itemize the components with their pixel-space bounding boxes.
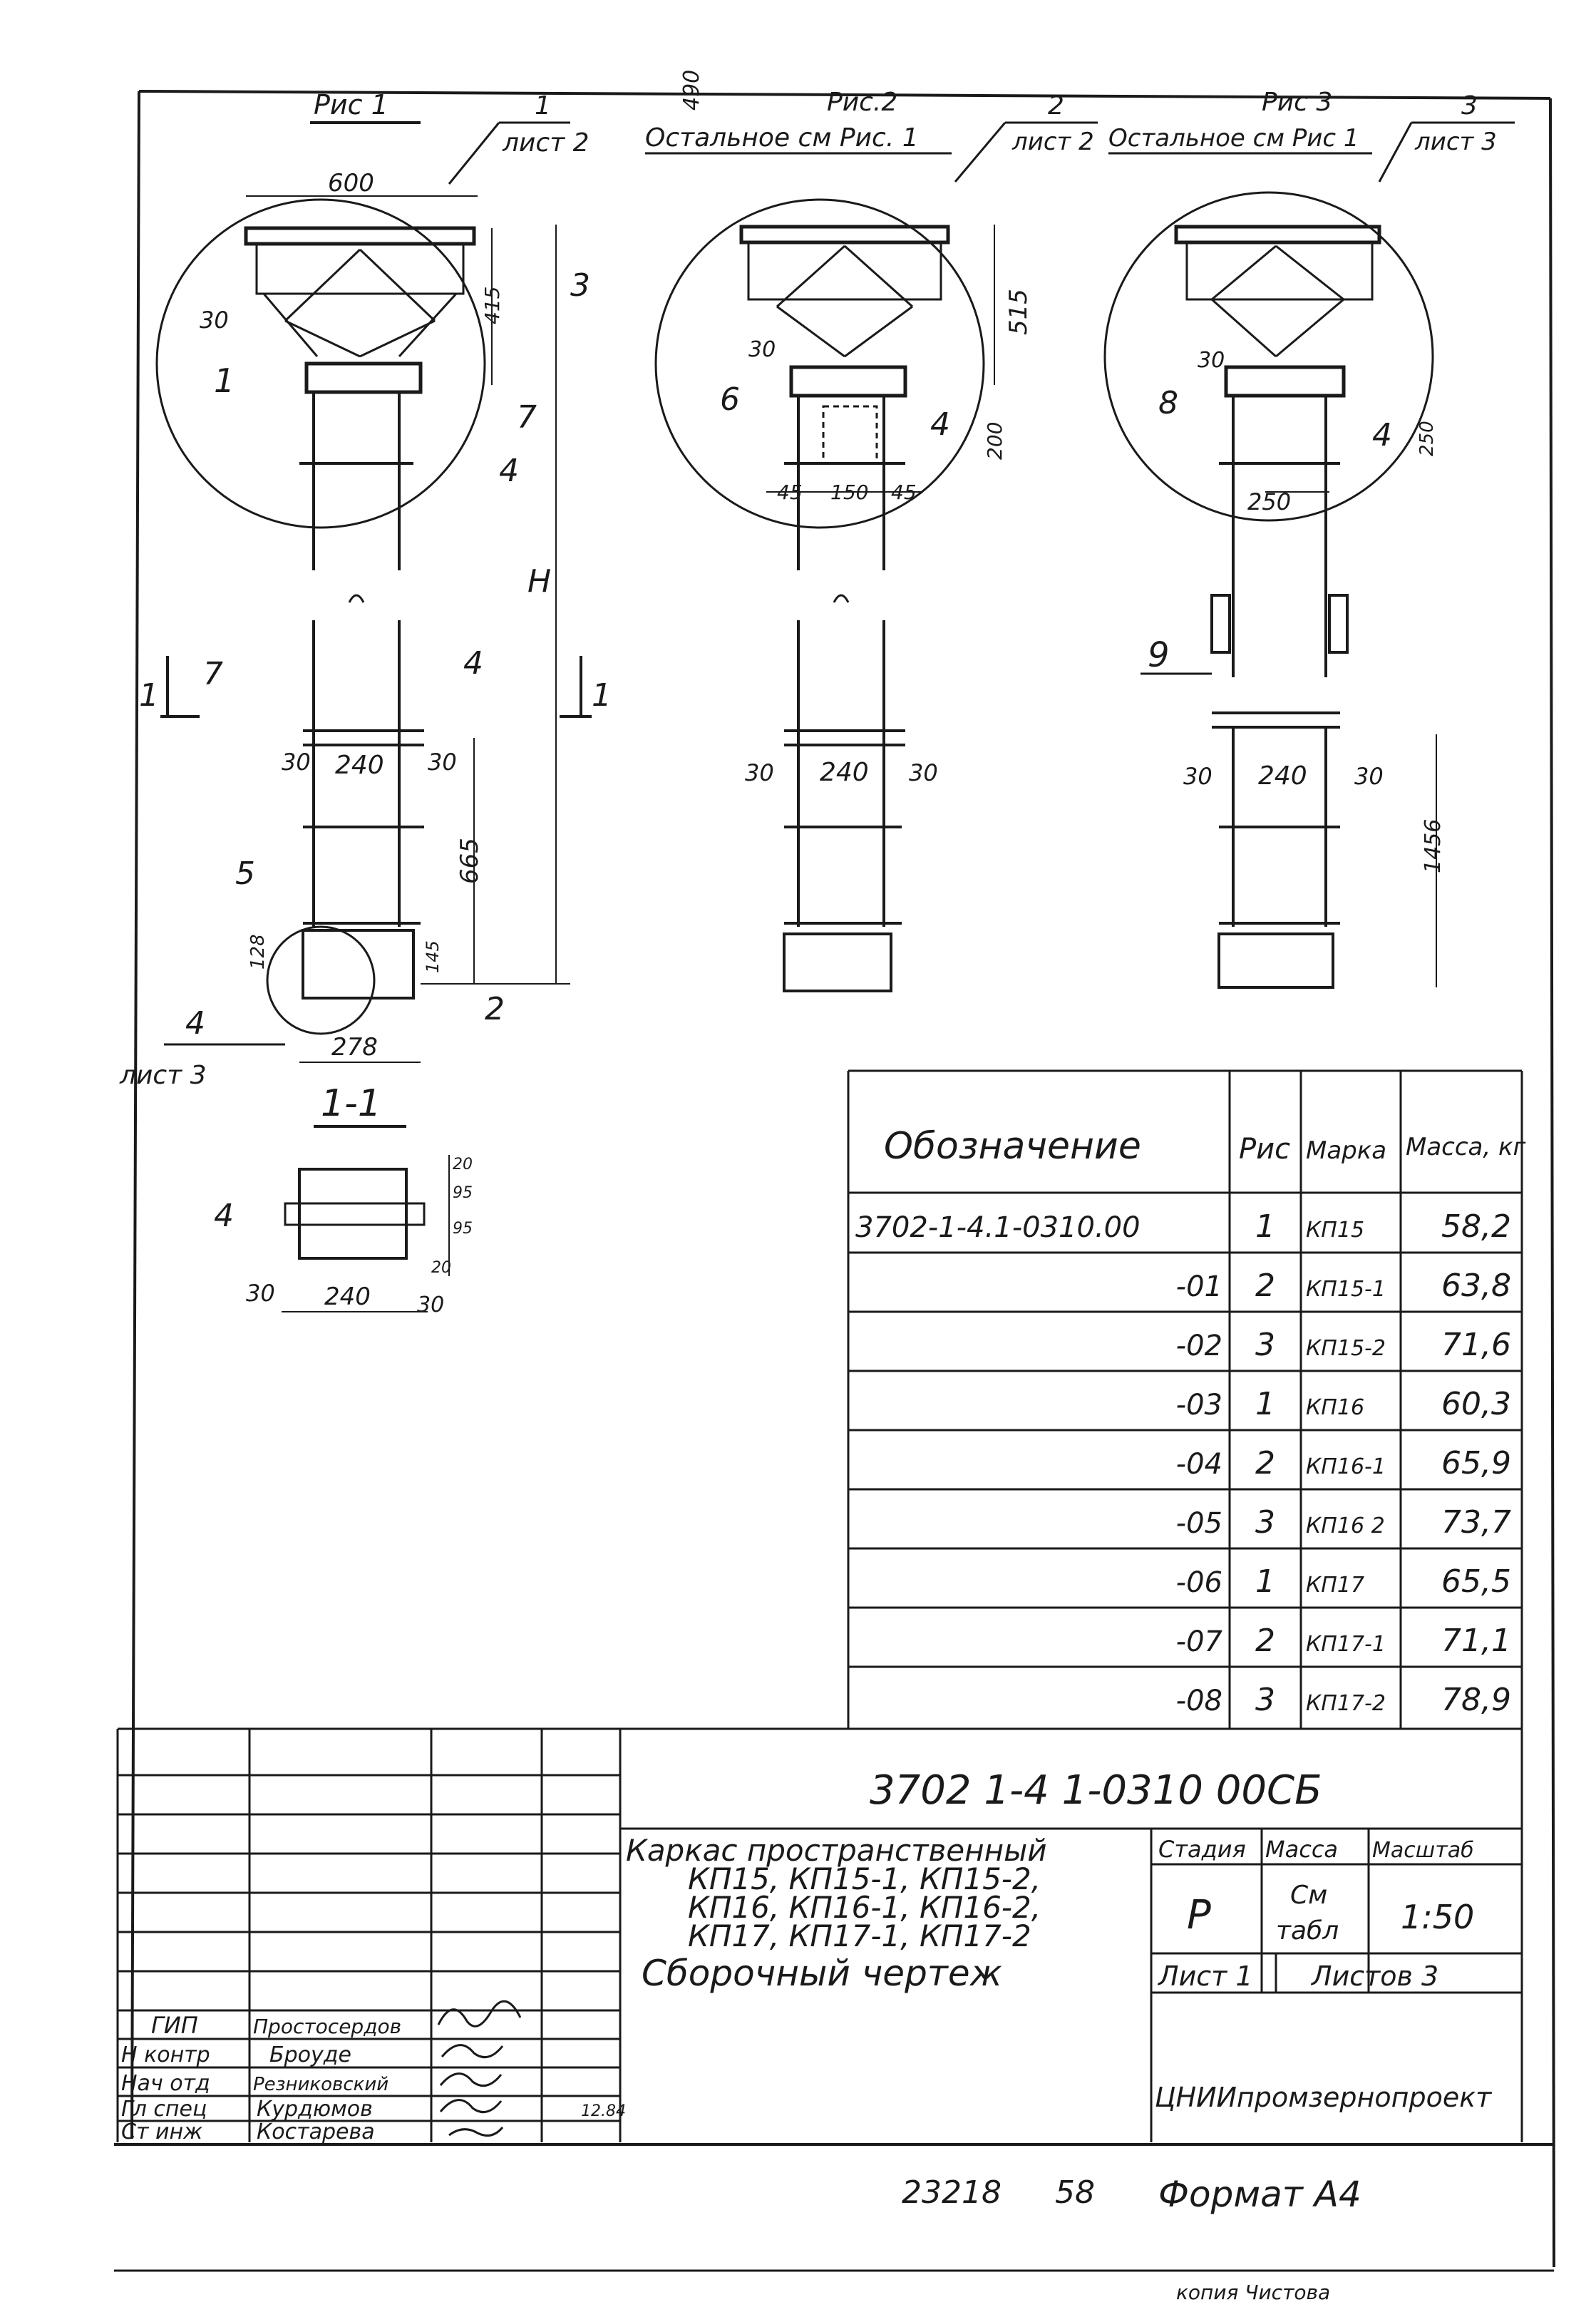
fig1-pos-7b: 7 [203, 656, 223, 692]
fig2-dim-45a: 45 [777, 481, 803, 504]
title-name-1: Каркас пространственный [626, 1833, 1047, 1868]
table-cell-7-4: 65,5 [1441, 1563, 1511, 1600]
fig3-dim-top: 490 [679, 69, 704, 111]
fig3-pos-9: 9 [1148, 635, 1170, 675]
fig1-dim-b-left: 30 [282, 749, 311, 776]
section-dim-left: 30 [246, 1280, 275, 1307]
mass-table-rows [855, 1208, 1511, 1718]
section-dim-v1: 20 [453, 1156, 473, 1173]
role-4: Гл спец [121, 2097, 207, 2122]
fig1-pos-2: 2 [485, 991, 505, 1027]
table-cell-6-2: 3 [1255, 1504, 1275, 1541]
title-block-text [121, 1767, 1493, 2144]
fig3-dim-250v: 250 [1416, 421, 1438, 456]
table-cell-2-3: КП15-1 [1306, 1277, 1386, 1302]
fig1-callout-sheet: лист 2 [503, 128, 590, 158]
table-cell-3-4: 71,6 [1441, 1327, 1511, 1363]
fig3-subtitle: Остальное см Рис 1 [1108, 124, 1359, 153]
table-cell-8-2: 2 [1255, 1623, 1275, 1659]
name-2: Броуде [269, 2042, 351, 2067]
fig2-dim-b-right: 30 [909, 759, 938, 786]
fig1-dim-665: 665 [455, 838, 484, 884]
table-cell-1-1: 3702-1-4.1-0310.00 [855, 1211, 1141, 1244]
fig1-pos-7a: 7 [517, 399, 537, 436]
fig1-dim-145: 145 [423, 940, 443, 973]
fig1-title: Рис 1 [314, 89, 388, 120]
table-cell-9-4: 78,9 [1441, 1682, 1511, 1718]
scale-value: 1:50 [1401, 1898, 1475, 1936]
table-cell-3-2: 3 [1255, 1327, 1275, 1363]
title-name-3: КП16, КП16-1, КП16-2, [688, 1890, 1041, 1925]
table-cell-4-3: КП16 [1306, 1395, 1365, 1420]
fig1-section-mark-right: 1 [592, 677, 612, 714]
fig3-callout-sheet: лист 3 [1415, 128, 1497, 156]
fig1-section-mark-left: 1 [139, 677, 159, 714]
table-cell-4-1: -03 [1175, 1389, 1222, 1422]
fig2-dim-b-left: 30 [745, 759, 774, 786]
title-name-2: КП15, КП15-1, КП15-2, [688, 1861, 1041, 1896]
footer-format: Формат А4 [1158, 2174, 1361, 2215]
fig3-pos-4: 4 [1372, 417, 1392, 453]
table-cell-9-1: -08 [1175, 1685, 1222, 1717]
table-cell-1-2: 1 [1255, 1208, 1275, 1245]
table-cell-9-3: КП17-2 [1306, 1691, 1386, 1716]
fig2-dim-150: 150 [830, 481, 869, 504]
fig2-dim-b-mid: 240 [820, 758, 869, 787]
fig2-title: Рис.2 [827, 88, 898, 117]
col-mark: Марка [1306, 1136, 1387, 1165]
signature-3 [441, 2074, 501, 2086]
table-cell-2-4: 63,8 [1441, 1268, 1511, 1304]
table-cell-8-4: 71,1 [1441, 1623, 1511, 1659]
bottom-note: копия Чистова [1176, 2281, 1331, 2302]
table-cell-7-1: -06 [1175, 1566, 1222, 1599]
section-dim-v2: 95 [453, 1184, 473, 1202]
signature-1 [438, 2001, 520, 2026]
fig2-subtitle: Остальное см Рис. 1 [645, 123, 919, 153]
fig1-callout4-sheet: лист 3 [120, 1061, 207, 1090]
table-cell-4-2: 1 [1255, 1386, 1275, 1422]
table-cell-1-4: 58,2 [1441, 1208, 1511, 1245]
table-cell-3-1: -02 [1175, 1330, 1222, 1362]
section-dim-v4: 20 [431, 1259, 451, 1277]
footer-page: 58 [1055, 2174, 1095, 2211]
fig2-callout-num: 2 [1048, 91, 1064, 120]
table-cell-1-3: КП15 [1306, 1218, 1365, 1243]
fig1-dim-278: 278 [331, 1033, 378, 1062]
fig3-dim-b-left: 30 [1183, 763, 1213, 790]
fig1-dim-30: 30 [200, 307, 229, 334]
signature-4 [441, 2100, 501, 2112]
fig3-dim-b-mid: 240 [1258, 761, 1307, 791]
fig3-pos-8: 8 [1158, 385, 1178, 421]
fig1-pos-5: 5 [235, 855, 255, 892]
mass-table-header [884, 1125, 1527, 1168]
fig3-dim-1456: 1456 [1421, 818, 1446, 873]
table-cell-2-2: 2 [1255, 1268, 1275, 1304]
sheet-number: Лист 1 [1158, 1961, 1253, 1992]
name-3: Резниковский [253, 2074, 389, 2095]
col-designation: Обозначение [884, 1125, 1141, 1168]
table-cell-6-1: -05 [1175, 1507, 1222, 1540]
section-dim-v3: 95 [453, 1220, 473, 1238]
footer-number: 23218 [902, 2174, 1002, 2211]
signature-2 [442, 2045, 503, 2057]
mass-value-1: См [1290, 1881, 1328, 1910]
fig1-pos-4b: 4 [463, 645, 483, 682]
table-cell-6-4: 73,7 [1441, 1504, 1511, 1541]
table-cell-2-1: -01 [1175, 1270, 1222, 1303]
fig2-pos-4: 4 [930, 406, 950, 443]
fig2-pos-6: 6 [720, 381, 740, 418]
fig3-dim-30: 30 [1198, 348, 1225, 373]
name-4: Курдюмов [257, 2097, 373, 2122]
role-3: Нач отд [121, 2071, 210, 2096]
table-cell-5-1: -04 [1175, 1448, 1222, 1481]
fig1-dim-b-right: 30 [428, 749, 457, 776]
name-1: Простосердов [253, 2015, 402, 2038]
fig3-dim-250h: 250 [1247, 488, 1292, 515]
figure-3 [679, 70, 1515, 987]
section-title: 1-1 [321, 1082, 381, 1125]
scale-label: Масштаб [1372, 1838, 1474, 1863]
figure-2 [645, 88, 1098, 991]
fig2-callout-sheet: лист 2 [1012, 128, 1094, 156]
fig1-pos-3: 3 [570, 267, 590, 304]
col-mass: Масса, кг [1406, 1133, 1526, 1161]
title-name-5: Сборочный чертеж [642, 1953, 1002, 1994]
table-cell-4-4: 60,3 [1441, 1386, 1511, 1422]
footer [114, 2174, 1554, 2302]
col-fig: Рис [1239, 1133, 1291, 1166]
table-cell-6-3: КП16 2 [1306, 1514, 1385, 1538]
fig3-dim-b-right: 30 [1354, 763, 1384, 790]
fig1-dim-top: 600 [328, 169, 374, 197]
table-cell-9-2: 3 [1255, 1682, 1275, 1718]
fig3-title: Рис 3 [1262, 88, 1333, 117]
fig3-callout-num: 3 [1461, 91, 1478, 120]
table-cell-5-3: КП16-1 [1306, 1454, 1386, 1479]
fig2-dim-45b: 45 [891, 481, 917, 504]
table-cell-7-3: КП17 [1306, 1573, 1365, 1598]
fig2-dim-30: 30 [748, 337, 776, 362]
sign-date: 12.84 [581, 2102, 626, 2120]
section-pos-4: 4 [214, 1198, 234, 1234]
fig2-dim-200: 200 [983, 421, 1006, 460]
role-5: Ст инж [121, 2119, 203, 2144]
name-5: Костарева [257, 2119, 375, 2144]
mass-label: Масса [1265, 1836, 1339, 1863]
table-cell-5-2: 2 [1255, 1445, 1275, 1481]
section-dim-mid: 240 [324, 1283, 371, 1311]
stage-value: Р [1187, 1892, 1211, 1938]
table-cell-8-1: -07 [1175, 1625, 1222, 1658]
section-dim-right: 30 [417, 1293, 445, 1317]
role-2: Н контр [121, 2042, 210, 2067]
doc-code: 3702 1-4 1-0310 00СБ [870, 1767, 1322, 1814]
mass-value-2: табл [1276, 1916, 1339, 1946]
fig1-dim-H: H [527, 563, 552, 600]
role-1: ГИП [151, 2012, 198, 2039]
fig1-dim-b-mid: 240 [335, 751, 384, 780]
section-1-1 [214, 1082, 473, 1317]
figure-1 [119, 89, 612, 1090]
sheet-count: Листов 3 [1312, 1961, 1439, 1992]
fig1-callout4-num: 4 [185, 1005, 205, 1042]
fig2-dim-515: 515 [1004, 289, 1033, 335]
table-cell-3-3: КП15-2 [1306, 1336, 1386, 1361]
organization: ЦНИИпромзернопроект [1155, 2082, 1492, 2113]
fig1-pos-4a: 4 [499, 453, 519, 489]
fig1-pos-1: 1 [214, 361, 235, 400]
signature-5 [449, 2127, 503, 2136]
stage-label: Стадия [1158, 1836, 1246, 1863]
fig1-callout-num: 1 [535, 91, 551, 120]
title-name-4: КП17, КП17-1, КП17-2 [688, 1918, 1031, 1953]
table-cell-5-4: 65,9 [1441, 1445, 1511, 1481]
table-cell-8-3: КП17-1 [1306, 1632, 1386, 1657]
fig1-dim-128: 128 [247, 934, 269, 970]
table-cell-7-2: 1 [1255, 1563, 1275, 1600]
fig1-dim-415: 415 [480, 286, 504, 324]
